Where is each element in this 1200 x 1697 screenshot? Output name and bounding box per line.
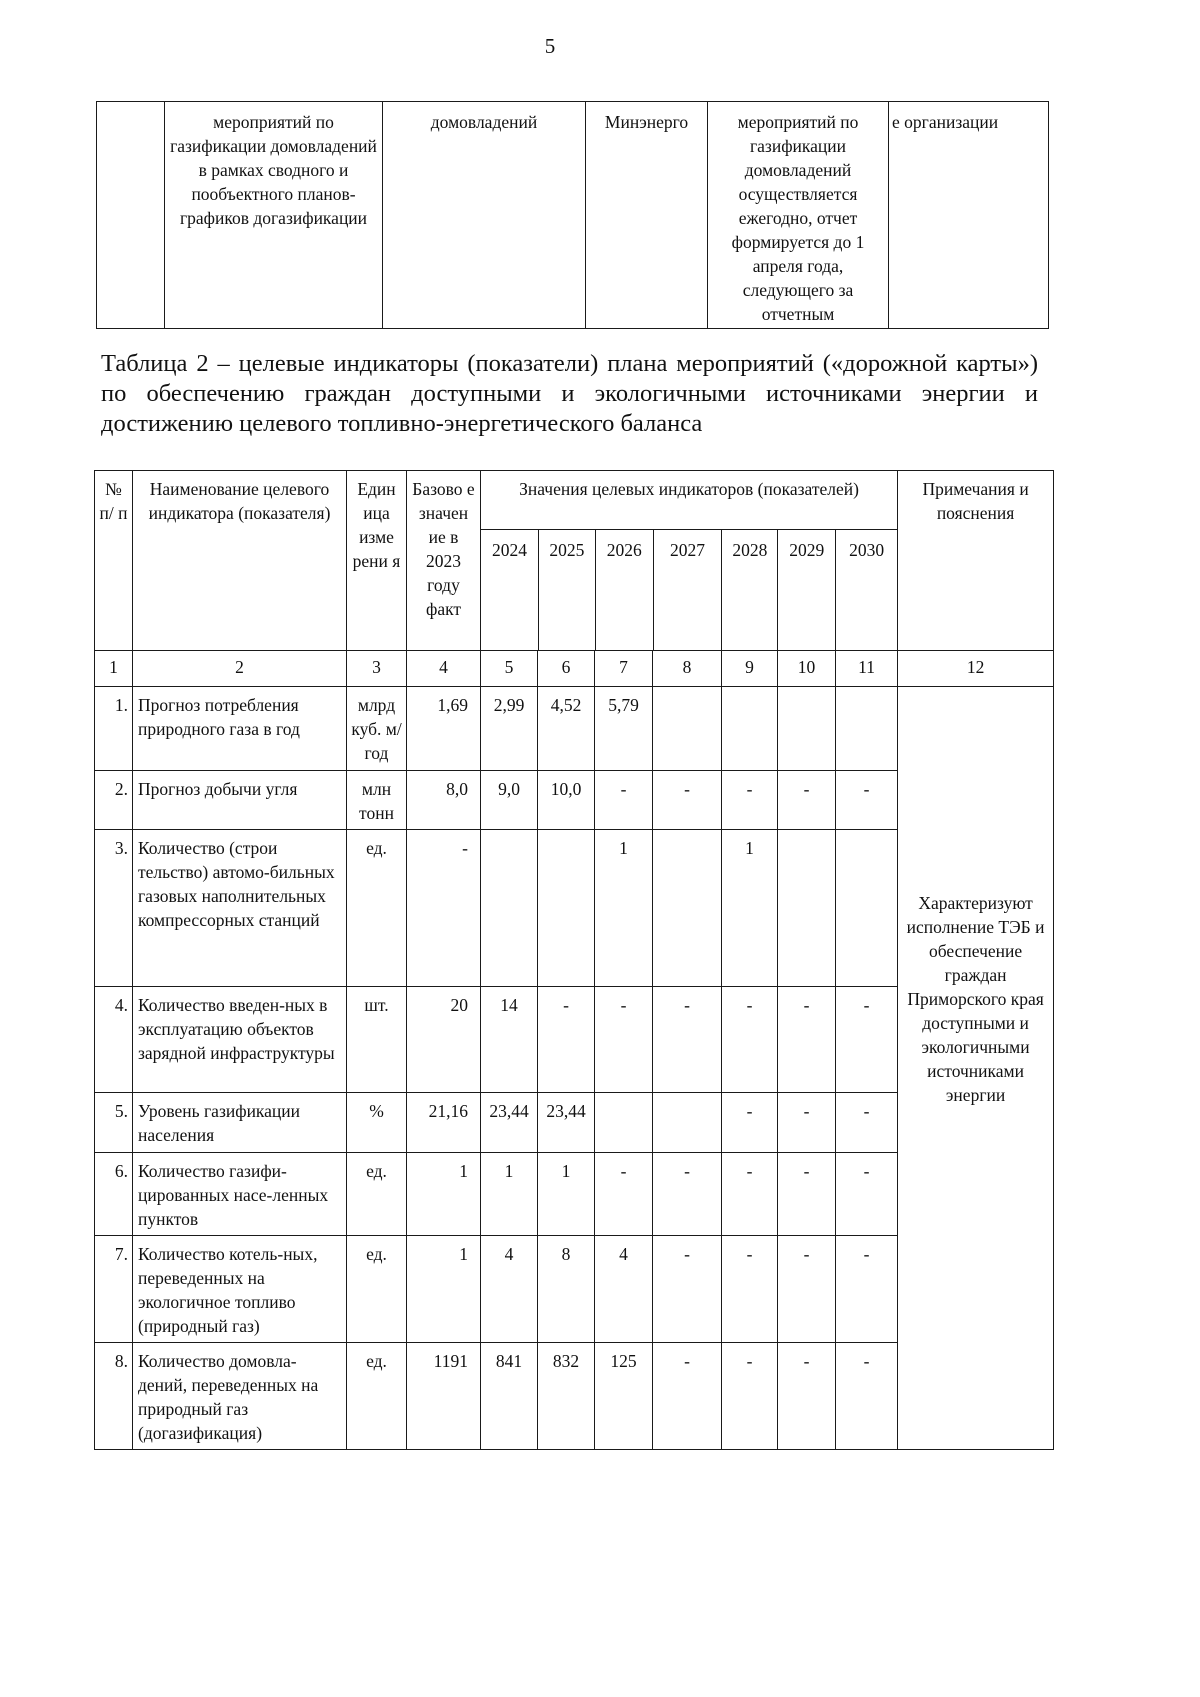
row-number: 3. bbox=[95, 830, 133, 987]
column-number: 5 bbox=[481, 651, 538, 687]
indicator-name: Количество газифи-цированных насе-ленных пунктов bbox=[133, 1153, 347, 1236]
continued-table-row bbox=[97, 102, 1049, 329]
year-value: - bbox=[778, 771, 836, 830]
year-value: - bbox=[538, 987, 595, 1093]
indicators-table bbox=[94, 470, 1054, 1450]
year-value: 1 bbox=[722, 830, 778, 987]
column-number: 11 bbox=[836, 651, 898, 687]
year-value: - bbox=[722, 1093, 778, 1153]
cont-responsible-cell: Минэнерго bbox=[586, 102, 708, 329]
continued-table bbox=[96, 101, 1049, 329]
year-value: - bbox=[836, 1343, 898, 1450]
year-value: - bbox=[722, 1153, 778, 1236]
column-number: 10 bbox=[778, 651, 836, 687]
year-value bbox=[778, 830, 836, 987]
column-number: 2 bbox=[133, 651, 347, 687]
year-value: - bbox=[836, 987, 898, 1093]
indicator-unit: % bbox=[347, 1093, 407, 1153]
year-value: - bbox=[722, 1343, 778, 1450]
header-name: Наименование целевого индикатора (показателя) bbox=[133, 471, 347, 651]
base-value: 1,69 bbox=[407, 687, 481, 771]
cont-activity-cell: мероприятий по газификации домовладений в рамках сводного и пообъектного планов-графиков догазификации bbox=[165, 102, 383, 329]
header-base: Базово е значен ие в 2023 году факт bbox=[407, 471, 481, 651]
year-value: 832 bbox=[538, 1343, 595, 1450]
indicator-unit: млн тонн bbox=[347, 771, 407, 830]
year-value: - bbox=[653, 987, 722, 1093]
year-value: 8 bbox=[538, 1236, 595, 1343]
year-header: 2027 bbox=[653, 530, 722, 650]
year-value bbox=[722, 687, 778, 771]
year-value: - bbox=[778, 1343, 836, 1450]
indicator-name: Количество (строи тельство) автомо-бильных газовых наполнительных компрессорных станций bbox=[133, 830, 347, 987]
cont-term-cell: мероприятий по газификации домовладений осуществляется ежегодно, отчет формируется до 1 апреля года, следующего за отчетным bbox=[708, 102, 889, 329]
header-num: № п/ п bbox=[95, 471, 133, 651]
year-value: - bbox=[653, 771, 722, 830]
year-value: 2,99 bbox=[481, 687, 538, 771]
base-value: 1 bbox=[407, 1236, 481, 1343]
year-value: - bbox=[722, 987, 778, 1093]
column-number: 4 bbox=[407, 651, 481, 687]
year-value: - bbox=[778, 1093, 836, 1153]
year-value: - bbox=[722, 1236, 778, 1343]
year-header: 2026 bbox=[595, 530, 653, 650]
indicator-unit: ед. bbox=[347, 1153, 407, 1236]
year-value bbox=[481, 830, 538, 987]
column-number: 6 bbox=[538, 651, 595, 687]
year-value: 9,0 bbox=[481, 771, 538, 830]
base-value: 20 bbox=[407, 987, 481, 1093]
year-value: - bbox=[836, 771, 898, 830]
header-values-title: Значения целевых индикаторов (показателей) bbox=[519, 479, 859, 499]
year-value: 10,0 bbox=[538, 771, 595, 830]
year-value: - bbox=[778, 1236, 836, 1343]
year-value: - bbox=[836, 1236, 898, 1343]
year-value: - bbox=[836, 1093, 898, 1153]
year-value bbox=[836, 830, 898, 987]
indicator-name: Количество введен-ных в эксплуатацию объектов зарядной инфраструктуры bbox=[133, 987, 347, 1093]
year-value bbox=[778, 687, 836, 771]
indicator-unit: ед. bbox=[347, 1343, 407, 1450]
base-value: 8,0 bbox=[407, 771, 481, 830]
year-value: - bbox=[778, 1153, 836, 1236]
year-value: 4,52 bbox=[538, 687, 595, 771]
year-header: 2029 bbox=[777, 530, 835, 650]
year-value bbox=[653, 830, 722, 987]
notes-cell bbox=[898, 687, 1054, 1450]
year-value bbox=[653, 687, 722, 771]
year-value: 23,44 bbox=[538, 1093, 595, 1153]
year-value bbox=[836, 687, 898, 771]
year-value: 14 bbox=[481, 987, 538, 1093]
year-value: - bbox=[595, 771, 653, 830]
base-value: 1191 bbox=[407, 1343, 481, 1450]
column-number-row bbox=[95, 651, 1054, 687]
year-value: - bbox=[722, 771, 778, 830]
notes-text: Характеризуют исполнение ТЭБ и обеспечение граждан Приморского края доступными и экологичными источниками энергии bbox=[906, 893, 1045, 1105]
column-number: 7 bbox=[595, 651, 653, 687]
page-number: 5 bbox=[544, 34, 556, 58]
year-value bbox=[653, 1093, 722, 1153]
header-values bbox=[481, 471, 898, 651]
indicator-unit: шт. bbox=[347, 987, 407, 1093]
column-number: 3 bbox=[347, 651, 407, 687]
year-value: - bbox=[653, 1236, 722, 1343]
year-value: 125 bbox=[595, 1343, 653, 1450]
row-number: 2. bbox=[95, 771, 133, 830]
year-value: 1 bbox=[538, 1153, 595, 1236]
row-number: 6. bbox=[95, 1153, 133, 1236]
year-value: - bbox=[653, 1343, 722, 1450]
column-number: 9 bbox=[722, 651, 778, 687]
year-value: - bbox=[595, 987, 653, 1093]
year-value: 4 bbox=[595, 1236, 653, 1343]
year-header: 2030 bbox=[835, 530, 897, 650]
year-value: - bbox=[653, 1153, 722, 1236]
row-number: 5. bbox=[95, 1093, 133, 1153]
base-value: - bbox=[407, 830, 481, 987]
row-number: 8. bbox=[95, 1343, 133, 1450]
indicator-name: Уровень газификации населения bbox=[133, 1093, 347, 1153]
header-unit: Един ица изме рени я bbox=[347, 471, 407, 651]
year-value: - bbox=[778, 987, 836, 1093]
year-value: - bbox=[595, 1153, 653, 1236]
header-row bbox=[95, 471, 1054, 651]
cont-executor-cell: е организации bbox=[889, 102, 1049, 329]
column-number: 1 bbox=[95, 651, 133, 687]
year-value: 1 bbox=[595, 830, 653, 987]
row-number: 4. bbox=[95, 987, 133, 1093]
indicator-unit: ед. bbox=[347, 830, 407, 987]
header-years bbox=[481, 529, 897, 650]
base-value: 21,16 bbox=[407, 1093, 481, 1153]
year-value: 23,44 bbox=[481, 1093, 538, 1153]
year-value: - bbox=[836, 1153, 898, 1236]
year-value: 1 bbox=[481, 1153, 538, 1236]
table-row bbox=[95, 687, 1054, 771]
year-header: 2024 bbox=[491, 540, 527, 560]
year-value: 841 bbox=[481, 1343, 538, 1450]
cont-unit-cell: домовладений bbox=[383, 102, 586, 329]
table-caption: Таблица 2 – целевые индикаторы (показатели) плана мероприятий («дорожной карты») по обеспечению граждан доступными и экологичными источниками энергии и достижению целевого топливно-энергетического баланса bbox=[101, 350, 1038, 437]
indicator-name: Прогноз добычи угля bbox=[133, 771, 347, 830]
row-number: 1. bbox=[95, 687, 133, 771]
indicator-unit: млрд куб. м/год bbox=[347, 687, 407, 771]
column-number: 12 bbox=[898, 651, 1054, 687]
column-number: 8 bbox=[653, 651, 722, 687]
year-value: 4 bbox=[481, 1236, 538, 1343]
indicator-name: Количество домовла-дений, переведенных на природный газ (догазификация) bbox=[133, 1343, 347, 1450]
cont-num-cell bbox=[97, 102, 165, 329]
row-number: 7. bbox=[95, 1236, 133, 1343]
base-value: 1 bbox=[407, 1153, 481, 1236]
year-header: 2025 bbox=[538, 530, 595, 650]
year-value: 5,79 bbox=[595, 687, 653, 771]
year-value bbox=[595, 1093, 653, 1153]
indicator-name: Прогноз потребления природного газа в год bbox=[133, 687, 347, 771]
header-notes: Примечания и пояснения bbox=[898, 471, 1054, 651]
indicator-unit: ед. bbox=[347, 1236, 407, 1343]
year-value bbox=[538, 830, 595, 987]
year-header: 2028 bbox=[721, 530, 777, 650]
indicator-name: Количество котель-ных, переведенных на экологичное топливо (природный газ) bbox=[133, 1236, 347, 1343]
